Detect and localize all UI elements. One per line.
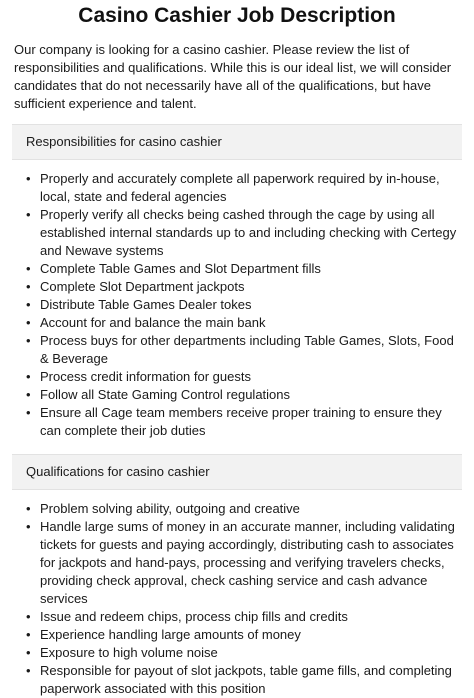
- list-item-text: Handle large sums of money in an accurate manner, including validating tickets for guests and paying accordingly, distributing cash to associates for jackpots and hand-pays, processing and verifying travelers checks, providing check approval, check cashing service and cash advance services: [40, 519, 455, 606]
- bullet-icon: •: [26, 627, 31, 642]
- list-item: [26, 518, 462, 608]
- list-item: [26, 608, 462, 626]
- bullet-icon: •: [26, 171, 31, 186]
- list-item-text: Properly and accurately complete all paperwork required by in-house, local, state and federal agencies: [40, 171, 440, 204]
- intro-paragraph: Our company is looking for a casino cashier. Please review the list of responsibilities and qualifications. While this is our ideal list, we will consider candidates that do not necessarily have all of the qualifications, but have sufficient experience and talent.: [14, 42, 452, 111]
- bullet-icon: •: [26, 663, 31, 678]
- list-item: [26, 314, 462, 332]
- bullet-icon: •: [26, 645, 31, 660]
- bullet-icon: •: [26, 207, 31, 222]
- list-item-text: Properly verify all checks being cashed through the cage by using all established internal standards up to and including checking with Certegy and Newave systems: [40, 207, 457, 258]
- list-item: [26, 260, 462, 278]
- list-item-text: Complete Table Games and Slot Department fills: [40, 261, 321, 276]
- list-item: [26, 368, 462, 386]
- list-item: [26, 386, 462, 404]
- bullet-icon: •: [26, 369, 31, 384]
- bullet-icon: •: [26, 387, 31, 402]
- bullet-icon: •: [26, 609, 31, 624]
- list-item: [26, 296, 462, 314]
- list-item: [26, 662, 462, 698]
- responsibilities-heading: Responsibilities for casino cashier: [12, 124, 462, 160]
- list-item-text: Distribute Table Games Dealer tokes: [40, 297, 252, 312]
- list-item-text: Follow all State Gaming Control regulations: [40, 387, 291, 402]
- bullet-icon: •: [26, 519, 31, 534]
- list-item-text: Issue and redeem chips, process chip fills and credits: [40, 609, 348, 624]
- bullet-icon: •: [26, 261, 31, 276]
- qualifications-list: [12, 500, 462, 698]
- list-item: [26, 278, 462, 296]
- list-item-text: Exposure to high volume noise: [40, 645, 218, 660]
- list-item: [26, 404, 462, 440]
- bullet-icon: •: [26, 501, 31, 516]
- bullet-icon: •: [26, 279, 31, 294]
- qualifications-heading: Qualifications for casino cashier: [12, 454, 462, 490]
- bullet-icon: •: [26, 405, 31, 420]
- bullet-icon: •: [26, 297, 31, 312]
- list-item: [26, 206, 462, 260]
- list-item-text: Complete Slot Department jackpots: [40, 279, 245, 294]
- page-title: Casino Cashier Job Description: [78, 4, 396, 27]
- list-item-text: Problem solving ability, outgoing and creative: [40, 501, 300, 516]
- responsibilities-list: [12, 170, 462, 440]
- list-item-text: Responsible for payout of slot jackpots, table game fills, and completing paperwork associated with this position: [40, 663, 452, 696]
- list-item: [26, 644, 462, 662]
- list-item: [26, 500, 462, 518]
- bullet-icon: •: [26, 315, 31, 330]
- list-item-text: Process credit information for guests: [40, 369, 251, 384]
- list-item: [26, 332, 462, 368]
- list-item-text: Experience handling large amounts of money: [40, 627, 301, 642]
- list-item-text: Process buys for other departments including Table Games, Slots, Food & Beverage: [40, 333, 454, 366]
- bullet-icon: •: [26, 333, 31, 348]
- list-item: [26, 170, 462, 206]
- list-item-text: Account for and balance the main bank: [40, 315, 266, 330]
- list-item: [26, 626, 462, 644]
- list-item-text: Ensure all Cage team members receive proper training to ensure they can complete their job duties: [40, 405, 442, 438]
